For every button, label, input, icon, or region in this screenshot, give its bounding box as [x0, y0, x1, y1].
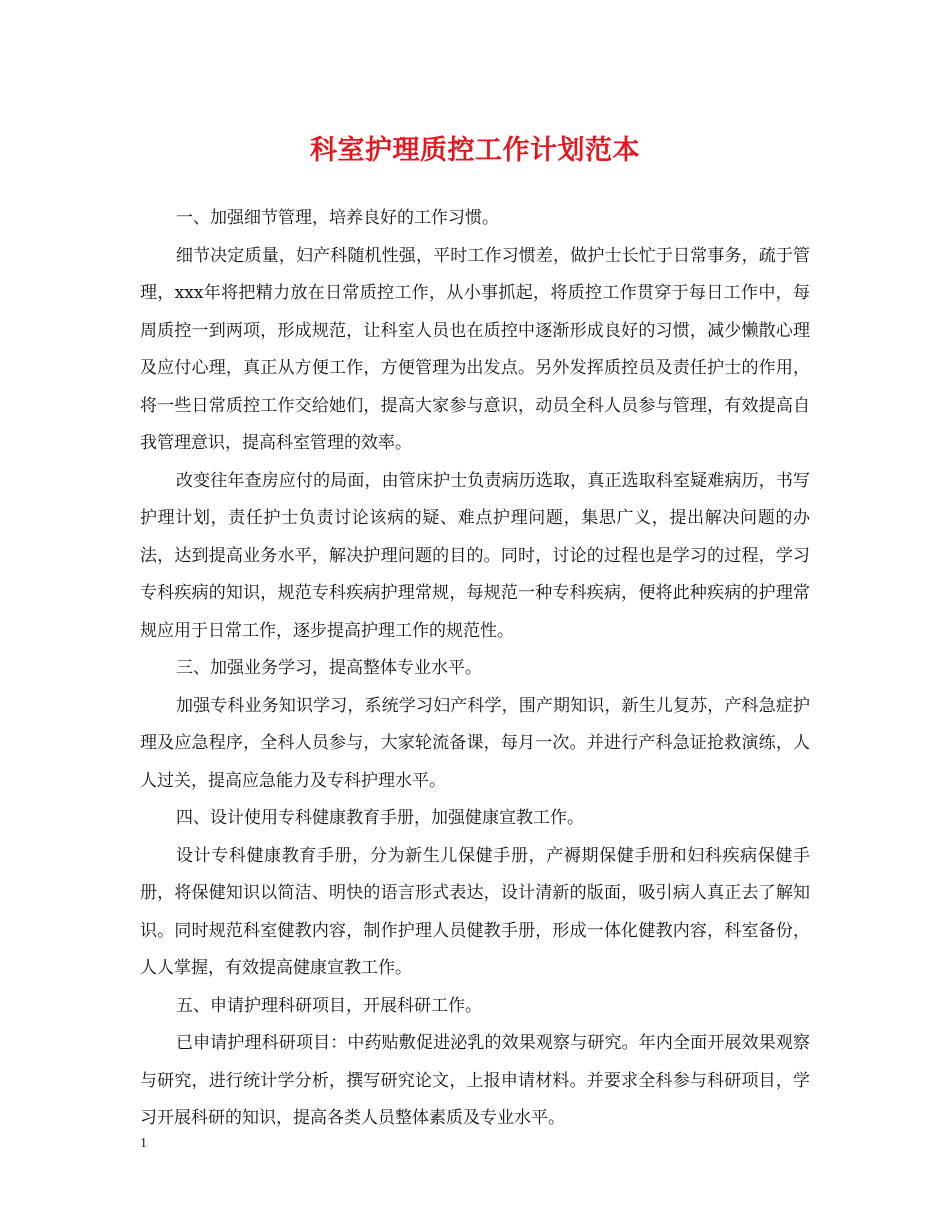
paragraph: 设计专科健康教育手册，分为新生儿保健手册，产褥期保健手册和妇科疾病保健手册，将保健知识以简洁、明快的语言形式表达，设计清新的版面，吸引病人真正去了解知识。同时规范科室健教内容，制作护理人员健教手册，形成一体化健教内容，科室备份，人人掌握，有效提高健康宣教工作。 [140, 845, 810, 978]
page-number: 1 [140, 1136, 147, 1151]
document-body [140, 200, 810, 1138]
paragraph: 加强专科业务知识学习，系统学习妇产科学，围产期知识，新生儿复苏，产科急症护理及应急程序，全科人员参与，大家轮流备课，每月一次。并进行产科急证抢救演练，人人过关，提高应急能力及专科护理水平。 [140, 695, 810, 791]
paragraph: 细节决定质量，妇产科随机性强，平时工作习惯差，做护士长忙于日常事务，疏于管理，xxx年将把精力放在日常质控工作，从小事抓起，将质控工作贯穿于每日工作中，每周质控一到两项，形成规范，让科室人员也在质控中逐渐形成良好的习惯，减少懒散心理及应付心理，真正从方便工作，方便管理为出发点。另外发挥质控员及责任护士的作用，将一些日常质控工作交给她们，提高大家参与意识，动员全科人员参与管理，有效提高自我管理意识，提高科室管理的效率。 [140, 245, 810, 453]
heading-section-3: 三、加强业务学习，提高整体专业水平。 [176, 658, 482, 678]
heading-section-5: 五、申请护理科研项目，开展科研工作。 [176, 995, 482, 1016]
paragraph: 已申请护理科研项目：中药贴敷促进泌乳的效果观察与研究。年内全面开展效果观察与研究，进行统计学分析，撰写研究论文，上报申请材料。并要求全科参与科研项目，学习开展科研的知识，提高各类人员整体素质及专业水平。 [140, 1033, 810, 1128]
heading-section-4: 四、设计使用专科健康教育手册，加强健康宣教工作。 [176, 808, 584, 828]
heading-section-1: 一、加强细节管理，培养良好的工作习惯。 [176, 208, 499, 228]
document-title: 科室护理质控工作计划范本 [310, 135, 640, 166]
paragraph: 改变往年查房应付的局面，由管床护士负责病历选取，真正选取科室疑难病历，书写护理计划，责任护士负责讨论该病的疑、难点护理问题，集思广义，提出解决问题的办法，达到提高业务水平，解决护理问题的目的。同时，讨论的过程也是学习的过程，学习专科疾病的知识，规范专科疾病护理常规，每规范一种专科疾病，便将此种疾病的护理常规应用于日常工作，逐步提高护理工作的规范性。 [140, 470, 810, 641]
